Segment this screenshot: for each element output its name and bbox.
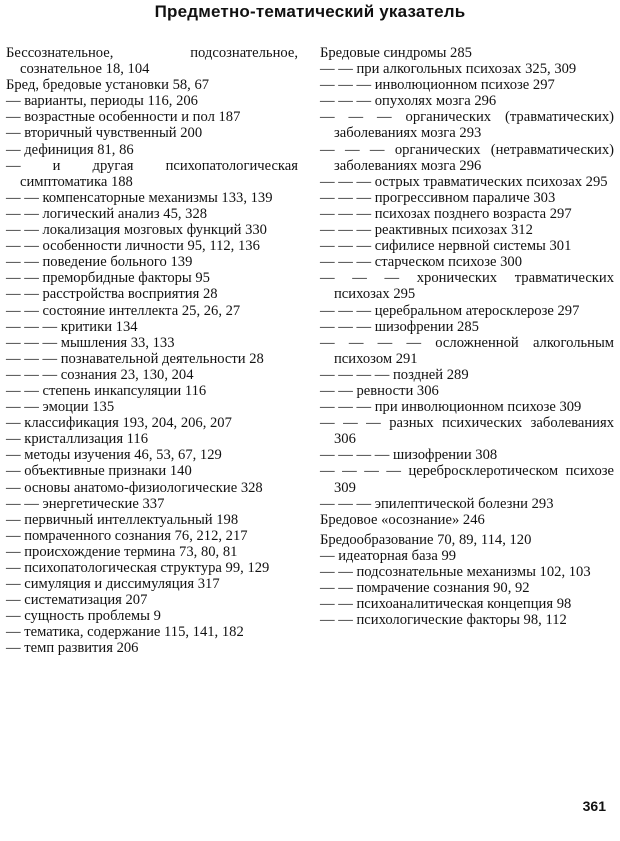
index-entry: — — — сифилисе нервной системы 301 <box>320 238 572 255</box>
index-entry: Бессознательное, подсознательное, сознательное 18, 104 <box>6 45 298 78</box>
index-entry: — первичный интеллектуальный 198 <box>6 511 239 528</box>
index-entry: — тематика, содержание 115, 141, 182 <box>6 624 244 641</box>
page-number: 361 <box>582 798 606 814</box>
index-entry: — помраченного сознания 76, 212, 217 <box>6 527 248 544</box>
index-entry: — — — сознания 23, 130, 204 <box>6 366 194 383</box>
index-entry: — и другая психопатологическая симптоматика 188 <box>6 157 298 190</box>
index-column-right <box>320 45 614 628</box>
index-entry: Бредообразование 70, 89, 114, 120 <box>320 531 532 548</box>
index-entry: — варианты, периоды 116, 206 <box>6 93 198 110</box>
index-entry: Бредовое «осознание» 246 <box>320 511 485 528</box>
index-entry: — — — — осложненной алкогольным психозом 291 <box>320 334 614 367</box>
index-entry: — — локализация мозговых функций 330 <box>6 222 267 239</box>
index-entry: — — поведение больного 139 <box>6 254 193 271</box>
index-entry: — — — мышления 33, 133 <box>6 334 175 351</box>
index-entry: — — помрачение сознания 90, 92 <box>320 580 530 597</box>
index-entry: — происхождение термина 73, 80, 81 <box>6 543 238 560</box>
index-entry: — — — органических (травматических) заболеваниях мозга 293 <box>320 109 614 142</box>
index-entry: — — — церебральном атеросклерозе 297 <box>320 302 580 319</box>
index-entry: — — — психозах позднего возраста 297 <box>320 205 572 222</box>
index-entry: — — — прогрессивном параличе 303 <box>320 189 556 206</box>
index-entry: — — преморбидные факторы 95 <box>6 270 210 287</box>
index-entry: — — — острых травматических психозах 295 <box>320 173 608 190</box>
index-entry: — — — — шизофрении 308 <box>320 447 498 464</box>
index-entry: — сущность проблемы 9 <box>6 608 161 625</box>
index-entry: — психопатологическая структура 99, 129 <box>6 560 270 576</box>
index-column-left <box>6 45 298 657</box>
index-entry: — — — — церебросклеротическом психозе 309 <box>320 463 614 496</box>
index-entry: — — — разных психических заболеваниях 306 <box>320 415 614 448</box>
index-entry: — методы изучения 46, 53, 67, 129 <box>6 447 222 464</box>
index-entry: — — ревности 306 <box>320 382 439 399</box>
index-entry: — — — старческом психозе 300 <box>320 254 522 271</box>
index-entry: — — — при инволюционном психозе 309 <box>320 399 582 416</box>
index-entry: — объективные признаки 140 <box>6 463 192 480</box>
index-entry: — дефиниция 81, 86 <box>6 141 134 158</box>
index-entry: Бредовые синдромы 285 <box>320 45 472 61</box>
index-entry: — — — реактивных психозах 312 <box>320 222 533 239</box>
index-entry: — — логический анализ 45, 328 <box>6 205 208 222</box>
index-entry: — возрастные особенности и пол 187 <box>6 109 241 126</box>
index-entry: — — особенности личности 95, 112, 136 <box>6 238 260 255</box>
index-entry: — — эмоции 135 <box>6 399 115 416</box>
index-entry: — — энергетические 337 <box>6 495 165 512</box>
index-entry: — — — инволюционном психозе 297 <box>320 77 555 94</box>
index-entry: — систематизация 207 <box>6 592 148 609</box>
index-entry: — классификация 193, 204, 206, 207 <box>6 415 232 432</box>
index-entry: — — — критики 134 <box>6 318 138 335</box>
index-entry: — — психоаналитическая концепция 98 <box>320 596 572 613</box>
index-entry: — — компенсаторные механизмы 133, 139 <box>6 189 273 206</box>
index-entry: — вторичный чувственный 200 <box>6 125 203 142</box>
index-entry: — темп развития 206 <box>6 640 139 657</box>
index-entry: — — психологические факторы 98, 112 <box>320 612 567 629</box>
index-entry: — — расстройства восприятия 28 <box>6 286 218 303</box>
index-entry: — — подсознательные механизмы 102, 103 <box>320 564 591 580</box>
page-title: Предметно-тематический указатель <box>154 2 466 21</box>
index-entry: — — — хронических травматических психозах 295 <box>320 270 614 303</box>
index-entry: — основы анатомо-физиологические 328 <box>6 479 263 496</box>
index-entry: — — состояние интеллекта 25, 26, 27 <box>6 302 241 319</box>
index-entry: — — — — поздней 289 <box>320 366 469 383</box>
index-entry: — — при алкогольных психозах 325, 309 <box>320 61 577 78</box>
index-entry: — — — органических (нетравматических) заболеваниях мозга 296 <box>320 141 614 174</box>
index-entry: — — степень инкапсуляции 116 <box>6 382 207 399</box>
index-entry: — симуляция и диссимуляция 317 <box>6 576 220 593</box>
index-entry: — — — эпилептической болезни 293 <box>320 495 554 512</box>
index-entry: — идеаторная база 99 <box>320 547 457 564</box>
index-entry: — — — познавательной деятельности 28 <box>6 350 264 367</box>
index-entry: — — — опухолях мозга 296 <box>320 93 497 110</box>
index-entry: — кристаллизация 116 <box>6 431 149 448</box>
index-entry: — — — шизофрении 285 <box>320 318 479 335</box>
index-entry: Бред, бредовые установки 58, 67 <box>6 77 210 94</box>
